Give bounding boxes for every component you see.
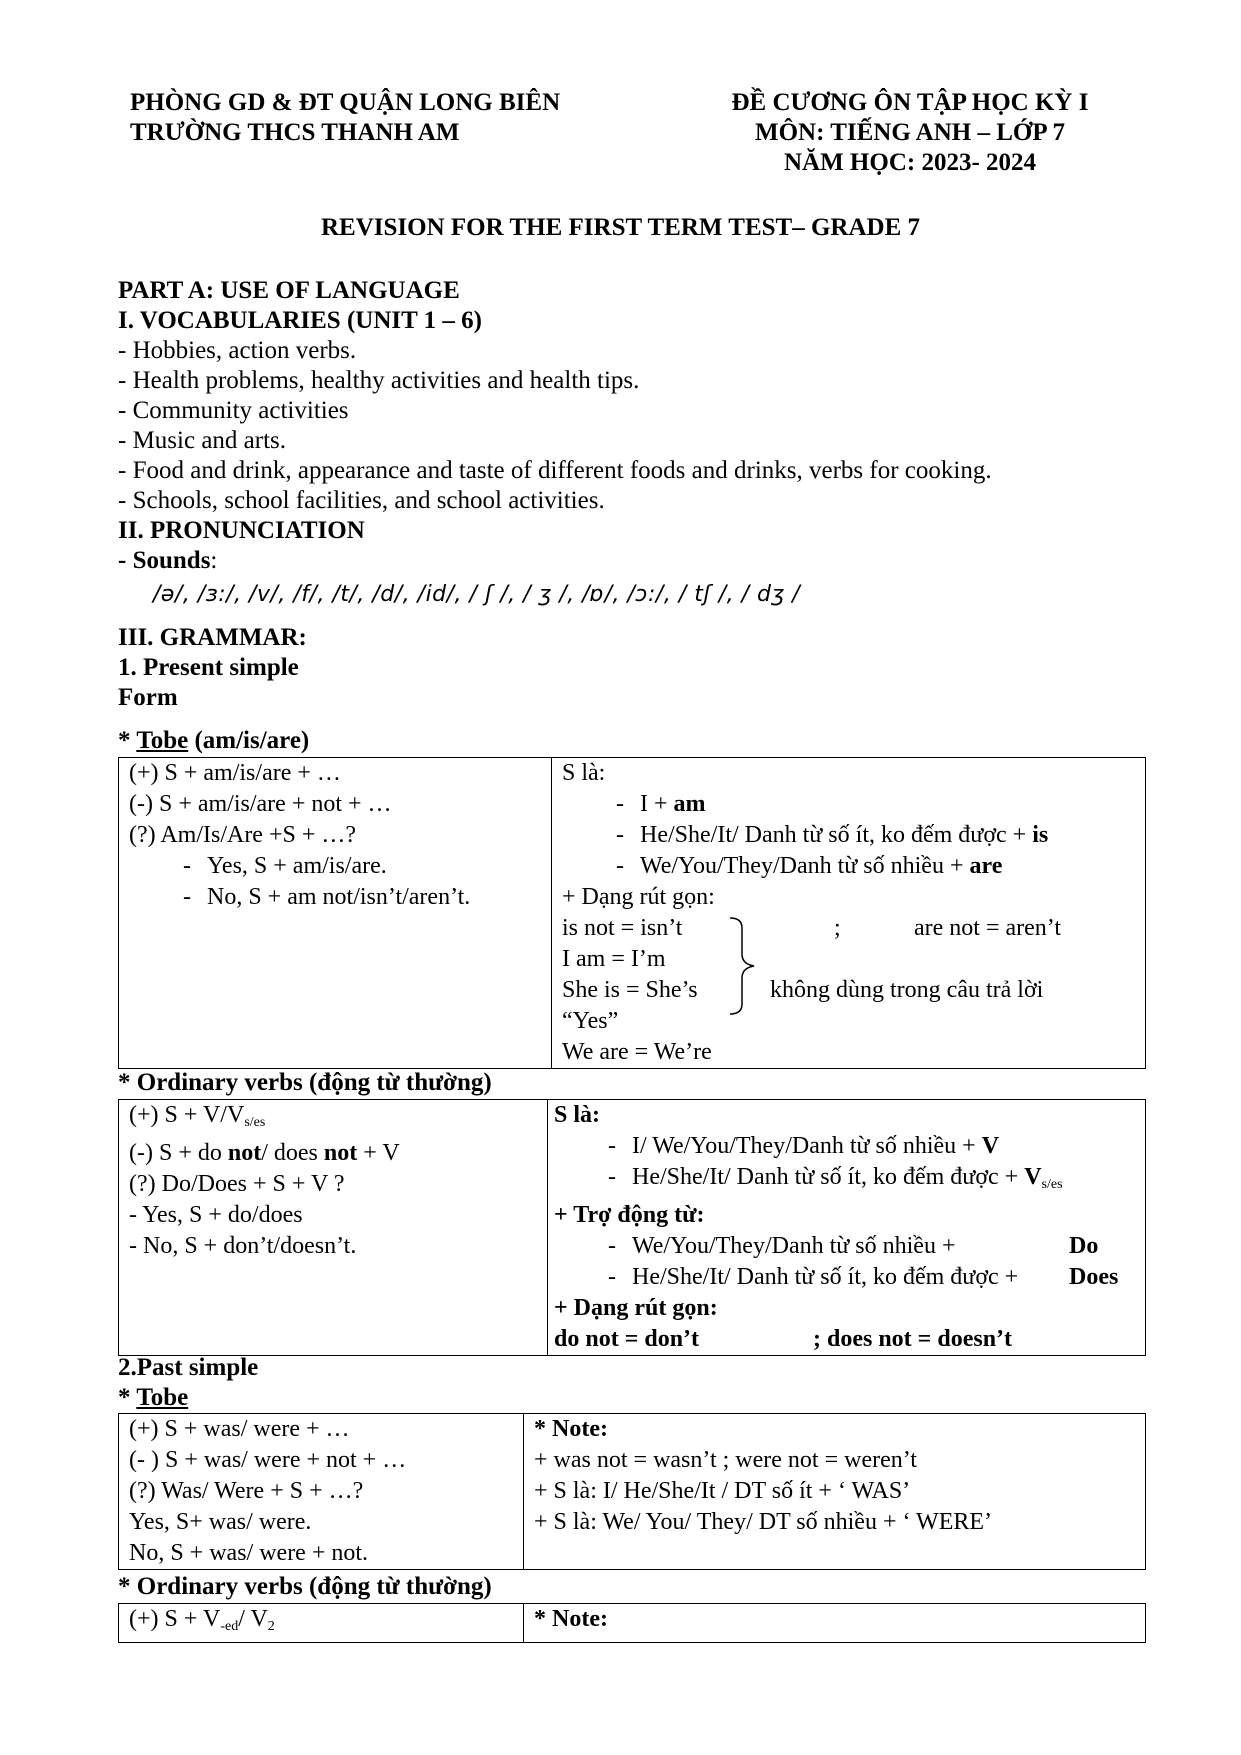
header-left [130, 88, 560, 148]
contraction-do-does: do not = don’t ; does not = doesn’t [554, 1326, 1013, 1352]
affirmative-form: (+) $S + V_{-ed}/$ $V_2$ [129, 1606, 275, 1634]
no-answer: - No, S + don’t/doesn’t. [129, 1233, 357, 1259]
vocab-item: - Schools, school facilities, and school activities. [118, 487, 605, 514]
no-answer: No, S + was/ were + not. [129, 1540, 369, 1566]
rule-are: - We/You/They/Danh từ số nhiều + are [616, 853, 1003, 879]
doc-title-vn: ĐỀ CƯƠNG ÔN TẬP HỌC KỲ I [731, 89, 1089, 116]
past-tobe-heading: * Tobe [118, 1384, 189, 1411]
present-tobe-table [118, 757, 1146, 1069]
yes-quote: “Yes” [562, 1008, 619, 1034]
tobe-heading: * Tobe (am/is/are) [118, 727, 310, 754]
note-was: + S là: I/ He/She/It / DT số ít + ‘ WAS’ [534, 1478, 911, 1504]
note-label: * Note: [534, 1416, 608, 1442]
past-ordinary-forms [119, 1604, 524, 1643]
subject-grade: MÔN: TIẾNG ANH – LỚP 7 [755, 119, 1065, 146]
question-form: (?) Am/Is/Are +S + …? [129, 822, 357, 848]
grammar-heading: III. GRAMMAR: [118, 624, 307, 651]
pronunciation-heading: II. PRONUNCIATION [118, 517, 365, 544]
vocab-item: - Hobbies, action verbs. [118, 337, 357, 364]
contraction-label: + Dạng rút gọn: [562, 884, 715, 910]
note-label: * Note: [534, 1606, 608, 1632]
yes-answer: - Yes, S + do/does [129, 1202, 303, 1228]
grammar-intro [118, 623, 307, 713]
vocab-heading: I. VOCABULARIES (UNIT 1 – 6) [118, 307, 482, 334]
past-ordinary-heading: * Ordinary verbs (động từ thường) [118, 1573, 492, 1600]
past-tobe-table [118, 1413, 1146, 1570]
rule-singular-v: - He/She/It/ Danh từ số ít, ko đếm được + $V_{s/es}$ [608, 1164, 1063, 1192]
present-ordinary-table [118, 1099, 1146, 1356]
form-label: Form [118, 684, 178, 711]
vocab-section [118, 276, 992, 576]
department-name: PHÒNG GD & ĐT QUẬN LONG BIÊN [130, 89, 561, 116]
vocab-item: - Food and drink, appearance and taste of different foods and drinks, verbs for cooking. [118, 457, 992, 484]
rule-i-am: - I + am [616, 791, 706, 817]
present-simple-heading: 1. Present simple [118, 654, 299, 681]
past-tobe-notes [524, 1414, 1146, 1570]
part-a-heading: PART A: USE OF LANGUAGE [118, 277, 460, 304]
ordinary-verbs-heading: * Ordinary verbs (động từ thường) [118, 1069, 492, 1096]
contraction-i-am: I am = I’m [562, 946, 666, 972]
yes-answer: Yes, S+ was/ were. [129, 1509, 312, 1535]
past-simple-heading: 2.Past simple [118, 1354, 259, 1381]
auxiliary-label: + Trợ động từ: [554, 1202, 705, 1228]
negative-form: (-) S + do not/ does not + V [129, 1140, 400, 1166]
rule-do: - We/You/They/Danh từ số nhiều + Do [608, 1233, 1099, 1259]
note-were: + S là: We/ You/ They/ DT số nhiều + ‘ WERE’ [534, 1509, 993, 1535]
present-tobe-forms [119, 758, 552, 1069]
note-contractions: + was not = wasn’t ; were not = weren’t [534, 1447, 917, 1473]
header-right [700, 88, 1120, 178]
past-ordinary-table [118, 1603, 1146, 1643]
present-tobe-notes [552, 758, 1146, 1069]
rule-is: - He/She/It/ Danh từ số ít, ko đếm được + is [616, 822, 1049, 848]
affirmative-form: (+) $S + V/V_{s/es}$ [129, 1102, 266, 1130]
contraction-we-are: We are = We’re [562, 1039, 712, 1065]
contraction-label: + Dạng rút gọn: [554, 1295, 718, 1321]
present-ordinary-forms [119, 1100, 548, 1356]
question-form: (?) Do/Does + S + V ? [129, 1171, 345, 1197]
no-answer: - No, S + am not/isn’t/aren’t. [183, 884, 471, 910]
yes-answer: - Yes, S + am/is/are. [183, 853, 387, 879]
vocab-item: - Health problems, healthy activities and health tips. [118, 367, 640, 394]
contraction-she-is: She is = She’s không dùng trong câu trả lời [562, 977, 1044, 1003]
affirmative-form: (+) S + am/is/are + … [129, 760, 341, 786]
rule-does: - He/She/It/ Danh từ số ít, ko đếm được + Does [608, 1264, 1119, 1290]
school-year: NĂM HỌC: 2023- 2024 [783, 149, 1037, 176]
rule-plural-v: - I/ We/You/They/Danh từ số nhiều + V [608, 1133, 1000, 1159]
negative-form: (-) S + am/is/are + not + … [129, 791, 392, 817]
past-tobe-forms [119, 1414, 524, 1570]
school-name: TRƯỜNG THCS THANH AM [130, 119, 460, 146]
page-title: REVISION FOR THE FIRST TERM TEST– GRADE 7 [321, 214, 920, 241]
subject-label: S là: [554, 1102, 601, 1128]
negative-form: (- ) S + was/ were + not + … [129, 1447, 407, 1473]
affirmative-form: (+) S + was/ were + … [129, 1416, 350, 1442]
sounds-label: - Sounds: [118, 547, 218, 574]
curly-brace-icon [728, 916, 768, 1016]
present-ordinary-notes [548, 1100, 1146, 1356]
question-form: (?) Was/ Were + S + …? [129, 1478, 364, 1504]
ipa-sounds: /ə/, /ɜ:/, /v/, /f/, /t/, /d/, /id/, / ʃ /, / ʒ /, /ɒ/, /ɔ:/, / tʃ /, / dʒ / [153, 582, 801, 607]
past-ordinary-notes [524, 1604, 1146, 1643]
subject-label: S là: [562, 760, 606, 786]
vocab-item: - Music and arts. [118, 427, 287, 454]
vocab-item: - Community activities [118, 397, 349, 424]
contraction-is-not: is not = isn’t ; are not = aren’t [562, 915, 1062, 941]
